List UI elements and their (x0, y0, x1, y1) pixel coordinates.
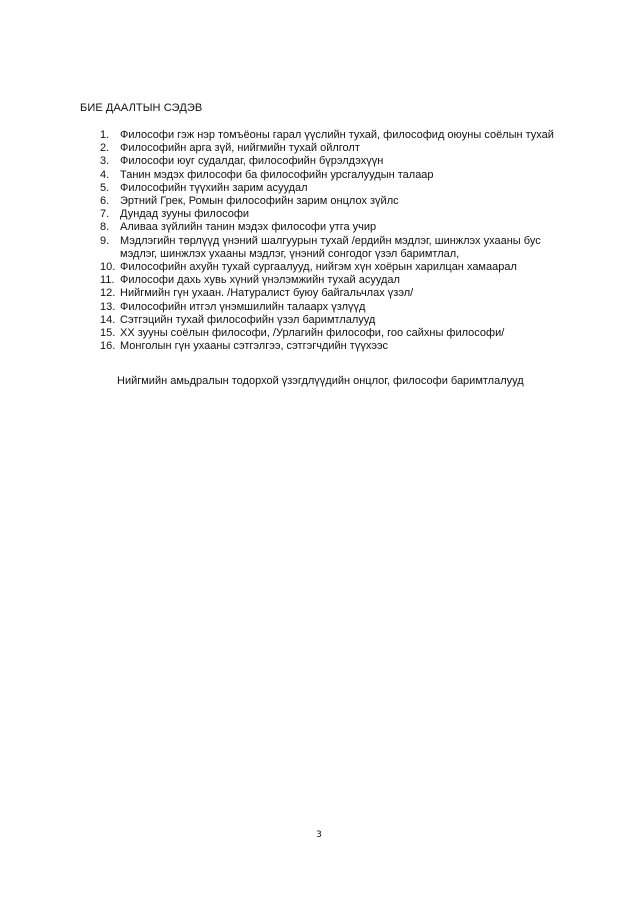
list-item-text: Философийн итгэл үнэмшилийн талаарх үзлүүд (120, 300, 366, 313)
list-item (80, 195, 570, 208)
list-item-text: Дундад зууны философи (120, 208, 250, 221)
list-number: 11. (100, 274, 115, 287)
list-item-text: Философийн түүхийн зарим асуудал (120, 181, 308, 194)
list-item (80, 129, 570, 142)
list-item (80, 169, 570, 182)
list-item-text: Монголын гүн ухааны сэтгэлгээ, сэтгэгчдийн түүхээс (120, 340, 389, 353)
list-item-text: Эртний Грек, Ромын философийн зарим онцлох зүйлс (120, 195, 399, 208)
list-number: 12. (100, 287, 116, 300)
list-item (80, 182, 570, 195)
list-number: 14. (100, 313, 116, 326)
list-number: 4. (100, 168, 110, 181)
list-number: 7. (100, 208, 110, 221)
list-item-text: Нийгмийн гүн ухаан. /Натуралист буюу байгальчлах үзэл/ (120, 287, 414, 300)
list-item-text: Танин мэдэх философи ба философийн урсгалуудын талаар (120, 168, 434, 181)
list-item (80, 155, 570, 168)
list-item (80, 208, 570, 221)
list-item-text: Сэтгэцийн тухай философийн үзэл баримтлалууд (120, 313, 376, 326)
document-heading: БИЕ ДААЛТЫН СЭДЭВ (80, 102, 203, 114)
list-item-text: Философи гэж нэр томъёоны гарал үүслийн тухай, философид оюуны соёлын тухай (120, 129, 554, 141)
list-number: 13. (100, 300, 116, 313)
list-number: 10. (100, 261, 116, 274)
list-item-text: Аливаа зүйлийн танин мэдэх философи утга учир (120, 221, 377, 234)
list-number: 15. (100, 327, 116, 340)
list-item (80, 314, 570, 327)
list-item (80, 261, 570, 274)
list-item (80, 142, 570, 155)
trailing-topic-line: Нийгмийн амьдралын тодорхой үзэгдлүүдийн онцлог, философи баримтлалууд (117, 375, 524, 387)
list-item-text: Философийн ахуйн тухай сургаалууд, нийгэм хүн хоёрын харилцан хамаарал (120, 261, 517, 274)
list-number: 9. (100, 234, 110, 247)
page-number: 3 (316, 830, 322, 840)
list-item-text: XX зууны соёлын философи, /Урлагийн философи, гоо сайхны философи/ (120, 327, 505, 340)
list-item (80, 340, 570, 353)
list-number: 8. (100, 221, 110, 234)
topic-list (80, 129, 570, 353)
list-number: 3. (100, 155, 110, 168)
list-item-text: Философи дахь хувь хүний үнэлэмжийн тухай асуудал (120, 274, 400, 287)
list-item (80, 235, 570, 261)
list-item-text: Философийн арга зүй, нийгмийн тухай ойлголт (120, 142, 360, 155)
list-number: 6. (100, 195, 110, 208)
list-number: 1. (100, 129, 110, 141)
list-item (80, 301, 570, 314)
list-item (80, 327, 570, 340)
list-number: 5. (100, 181, 110, 194)
list-item (80, 287, 570, 300)
list-number: 2. (100, 142, 110, 155)
list-item-text: Философи юуг судалдаг, философийн бүрэлдэхүүн (120, 155, 384, 168)
list-item (80, 221, 570, 234)
list-item-text: Мэдлэгийн төрлүүд үнэний шалгуурын тухай /ердийн мэдлэг, шинжлэх ухааны бус мэдлэг, шинжлэх ухааны мэдлэг, үнэний сонгодог үзэл баримтлал, (120, 234, 541, 260)
list-item (80, 274, 570, 287)
list-number: 16. (100, 340, 116, 353)
